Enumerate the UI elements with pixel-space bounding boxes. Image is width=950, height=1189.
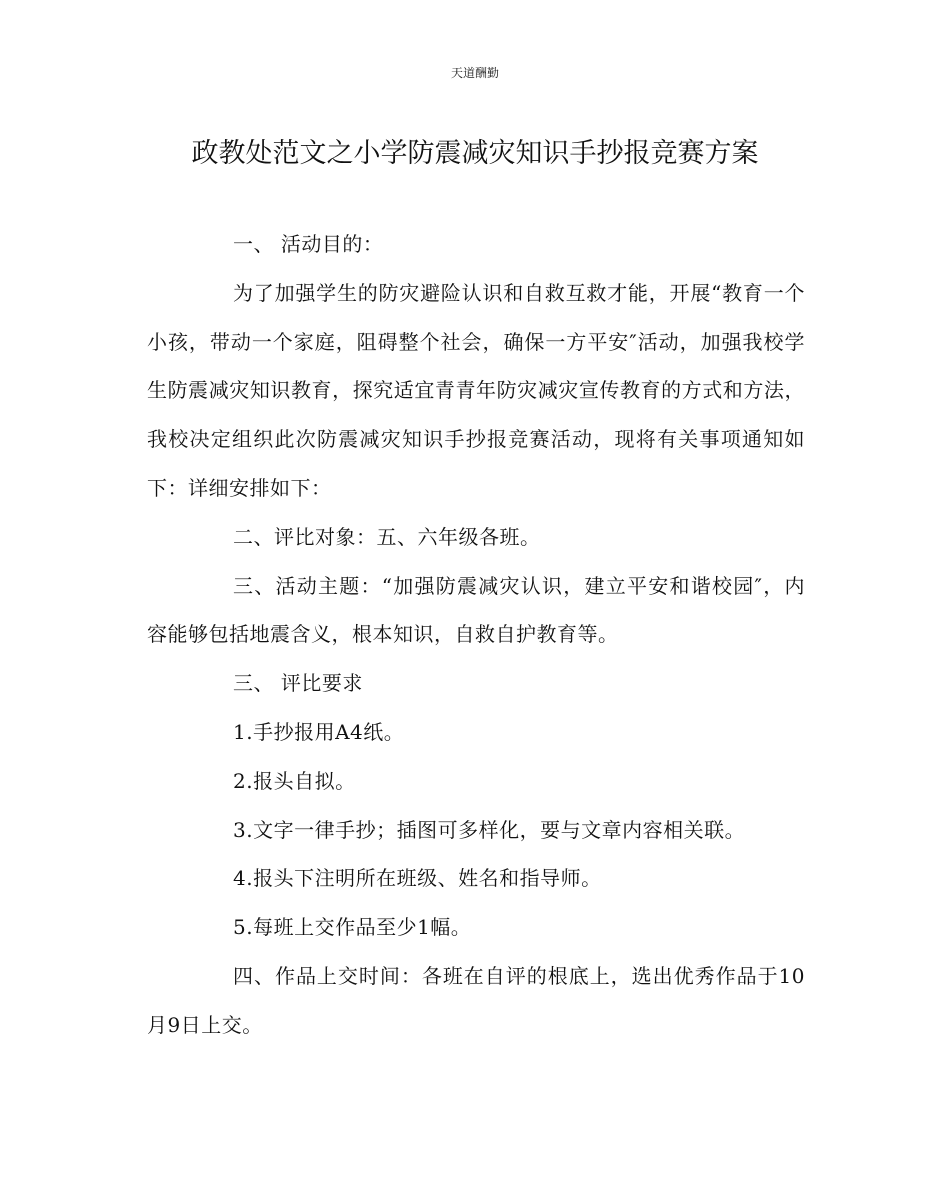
requirement-item-4: 4.报头下注明所在班级、姓名和指导师。 (233, 866, 602, 891)
requirement-item-1: 1.手抄报用A4纸。 (233, 719, 405, 744)
requirement-item-3: 3.文字一律手抄；插图可多样化，要与文章内容相关联。 (233, 817, 746, 842)
requirement-item-5: 5.每班上交作品至少1幅。 (233, 915, 472, 940)
evaluation-target-paragraph: 二、评比对象：五、六年级各班。 (233, 524, 541, 549)
document-title: 政教处范文之小学防震减灾知识手抄报竞赛方案 (191, 138, 759, 169)
document-body (147, 220, 805, 1050)
submission-time-paragraph: 四、作品上交时间：各班在自评的根底上，选出优秀作品于10月9日上交。 (147, 963, 805, 1037)
activity-theme-paragraph: 三、活动主题：“加强防震减灾认识，建立平安和谐校园″，内容能够包括地震含义，根本知识，自救自护教育等。 (147, 573, 805, 647)
page-header: 天道酬勤 (450, 66, 499, 80)
requirement-item-2: 2.报头自拟。 (233, 768, 356, 793)
section-heading-requirements: 三、 评比要求 (233, 671, 363, 696)
section-heading-purpose: 一、 活动目的： (233, 232, 384, 256)
purpose-paragraph: 为了加强学生的防灾避险认识和自救互救才能，开展“教育一个小孩，带动一个家庭，阻碍整个社会，确保一方平安″活动，加强我校学生防震减灾知识教育，探究适宜青青年防灾减灾宣传教育的方式和方法，我校决定组织此次防震减灾知识手抄报竞赛活动，现将有关事项通知如下：详细安排如下： (147, 280, 805, 500)
